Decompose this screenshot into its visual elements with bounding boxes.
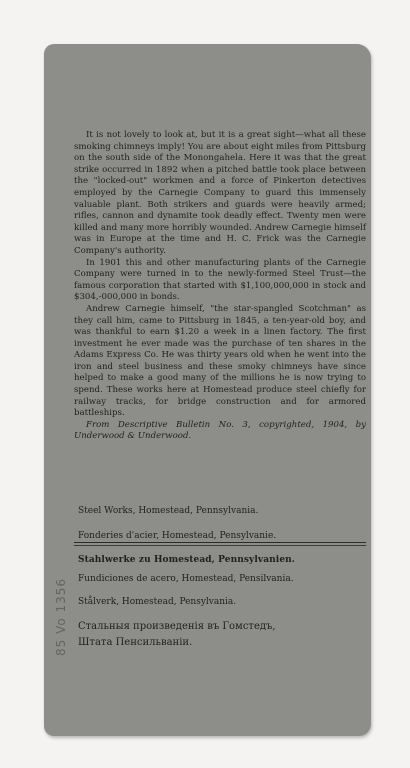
divider-line xyxy=(74,542,366,543)
copyright-credit: From Descriptive Bulletin No. 3, copyrighted, 1904, by Underwood & Underwood. xyxy=(74,419,366,442)
caption-russian-line2: Штата Пенсильваніи. xyxy=(78,637,193,648)
pencil-inventory-mark: 85 Vo 1356 xyxy=(54,577,68,656)
caption-swedish: Stålverk, Homestead, Pensylvania. xyxy=(78,597,237,607)
paragraph-carnegie: Andrew Carnegie himself, "the star-spangled Scotchman" as they call him, came to Pittsburg in 1845, a ten-year-old boy, and was thankful to earn $1.20 a week in a linen factory. The first investment he ever made was the purchase of ten shares in the Adams Express Co. He was thirty years old when he went into the iron and steel business and these smoky chimneys have since helped to make a good many of the millions he is now trying to spend. These works here at Homestead produce steel chiefly for railway tracks, for bridge construction and for armored battleships. xyxy=(74,303,366,419)
paragraph-steel-trust: In 1901 this and other manufacturing plants of the Carnegie Company were turned in to the newly-formed Steel Trust—the famous corporation that started with $1,100,000,000 in stock and $304,-000,000 in bonds. xyxy=(74,257,366,303)
divider-line-secondary xyxy=(74,545,366,546)
caption-spanish: Fundiciones de acero, Homestead, Pensilvania. xyxy=(78,574,294,584)
paragraph-homestead-strike: It is not lovely to look at, but it is a great sight—what all these smoking chimneys imply! You are about eight miles from Pittsburg on the south side of the Monongahela. Here it was that the great strike occurred in 1892 when a pitched battle took place between the "locked-out" workmen and a force of Pinkerton detectives employed by the Carnegie Company to guard this immensely valuable plant. Both strikers and guards were heavily armed; rifles, cannon and dynamite took deadly effect. Twenty men were killed and many more horribly wounded. Andrew Carnegie himself was in Europe at the time and H. C. Frick was the Carnegie Company's authority. xyxy=(74,130,366,256)
caption-english: Steel Works, Homestead, Pennsylvania. xyxy=(78,506,259,516)
caption-russian-line1: Стальныя произведенія въ Гомстедъ, xyxy=(78,621,276,632)
caption-german: Stahlwerke zu Homestead, Pennsylvanien. xyxy=(78,555,296,565)
caption-french: Fonderies d'acier, Homestead, Pensylvanie. xyxy=(78,531,277,541)
description-text xyxy=(74,130,366,443)
stereograph-card-back xyxy=(44,44,371,736)
